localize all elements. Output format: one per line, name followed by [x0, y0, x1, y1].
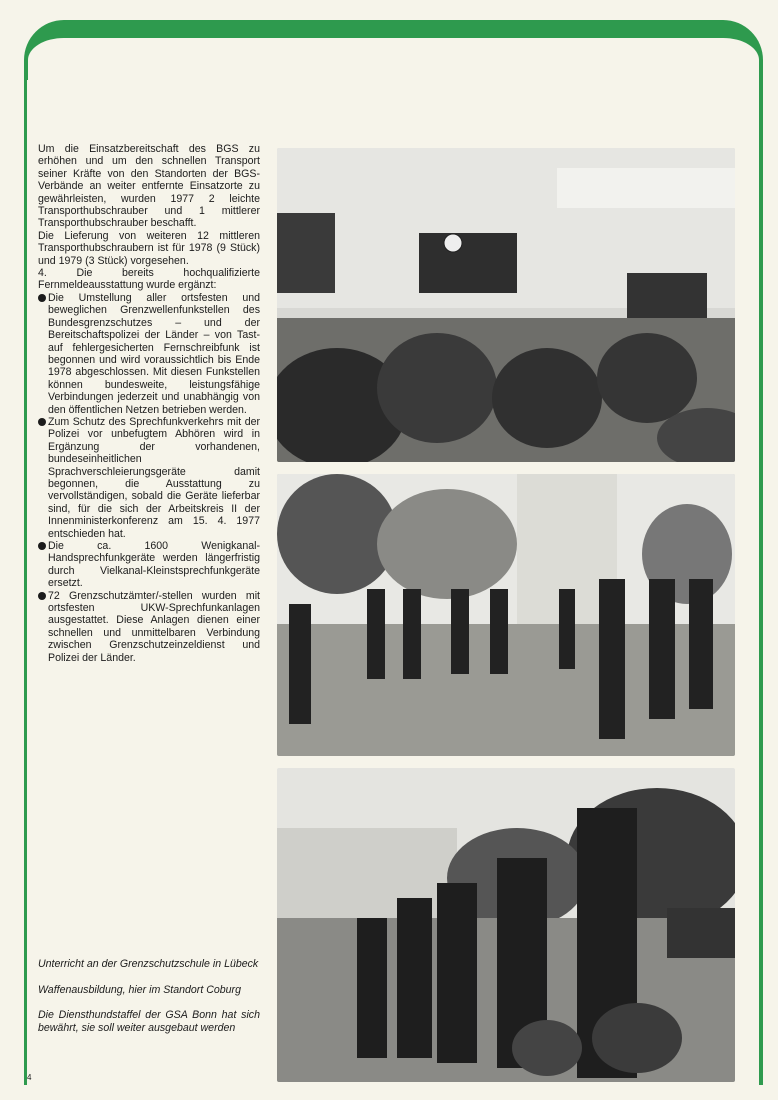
page-number: 4 [27, 1073, 32, 1082]
paragraph: Um die Einsatzbereitschaft des BGS zu erhöhen und um den schnellen Transport seiner Kräfte von den Standorten der BGS-Verbände an weiter entfernte Einsatzorte zu gewährleisten, wurden 1977 2 leichte Transporthubschrauber und 1 mittlerer Transporthubschrauber beschafft. [38, 143, 260, 230]
bullet-item: Zum Schutz des Sprechfunkverkehrs mit der Polizei vor unbefugtem Abhören wird in Ergänzung der vorhandenen, bundeseinheitlichen Sprachverschleierungsgeräte damit begonnen, die Ausstattung zu vervollständigen, sobald die Geräte lieferbar sind, für die sich der Arbeitskreis II der Innenministerkonferenz am 15. 4. 1977 entschieden hat. [38, 416, 260, 540]
paragraph: 4. Die bereits hochqualifizierte Fernmeldeausstattung wurde ergänzt: [38, 267, 260, 292]
body-text [38, 143, 260, 664]
paragraph: Die Lieferung von weiteren 12 mittleren Transporthubschraubern ist für 1978 (9 Stück) und 1979 (3 Stück) vorgesehen. [38, 229, 260, 267]
caption-dog-squad: Die Diensthundstaffel der GSA Bonn hat sich bewährt, sie soll weiter ausgebaut werden [38, 1009, 260, 1034]
bullet-item: Die Umstellung aller ortsfesten und beweglichen Grenzwellenfunkstellen des Bundesgrenzschutzes – und der Bereitschaftspolizei der Länder – von Tast- auf fehlergesicherten Fernschreibfunk ist begonnen und wird voraussichtlich bis Ende 1978 abgeschlossen. Mit diesen Funkstellen können bundesweite, leistungsfähige Verbindungen jederzeit und unabhängig von den öffentlichen Netzen betrieben werden. [38, 292, 260, 416]
photo-weapons-training [277, 474, 735, 756]
bullet-item: 72 Grenzschutzämter/-stellen wurden mit ortsfesten UKW-Sprechfunkanlagen ausgestattet. Diese Anlagen dienen einer schnellen und unmittelbaren Verbindung zwischen Grenzschutzeinzeldienst und Polizei der Länder. [38, 590, 260, 664]
green-frame-right [759, 70, 763, 1085]
caption-classroom: Unterricht an der Grenzschutzschule in Lübeck [38, 958, 259, 970]
photo-classroom [277, 148, 735, 462]
photo-dog-squad [277, 768, 735, 1082]
caption-weapons-training: Waffenausbildung, hier im Standort Coburg [38, 983, 241, 996]
green-frame-left [24, 70, 27, 1085]
photo-captions [38, 958, 260, 1047]
bullet-item: Die ca. 1600 Wenigkanal-Handsprechfunkgeräte werden längerfristig durch Vielkanal-Kleinstsprechfunkgeräte ersetzt. [38, 540, 260, 590]
green-frame-top [24, 20, 763, 80]
